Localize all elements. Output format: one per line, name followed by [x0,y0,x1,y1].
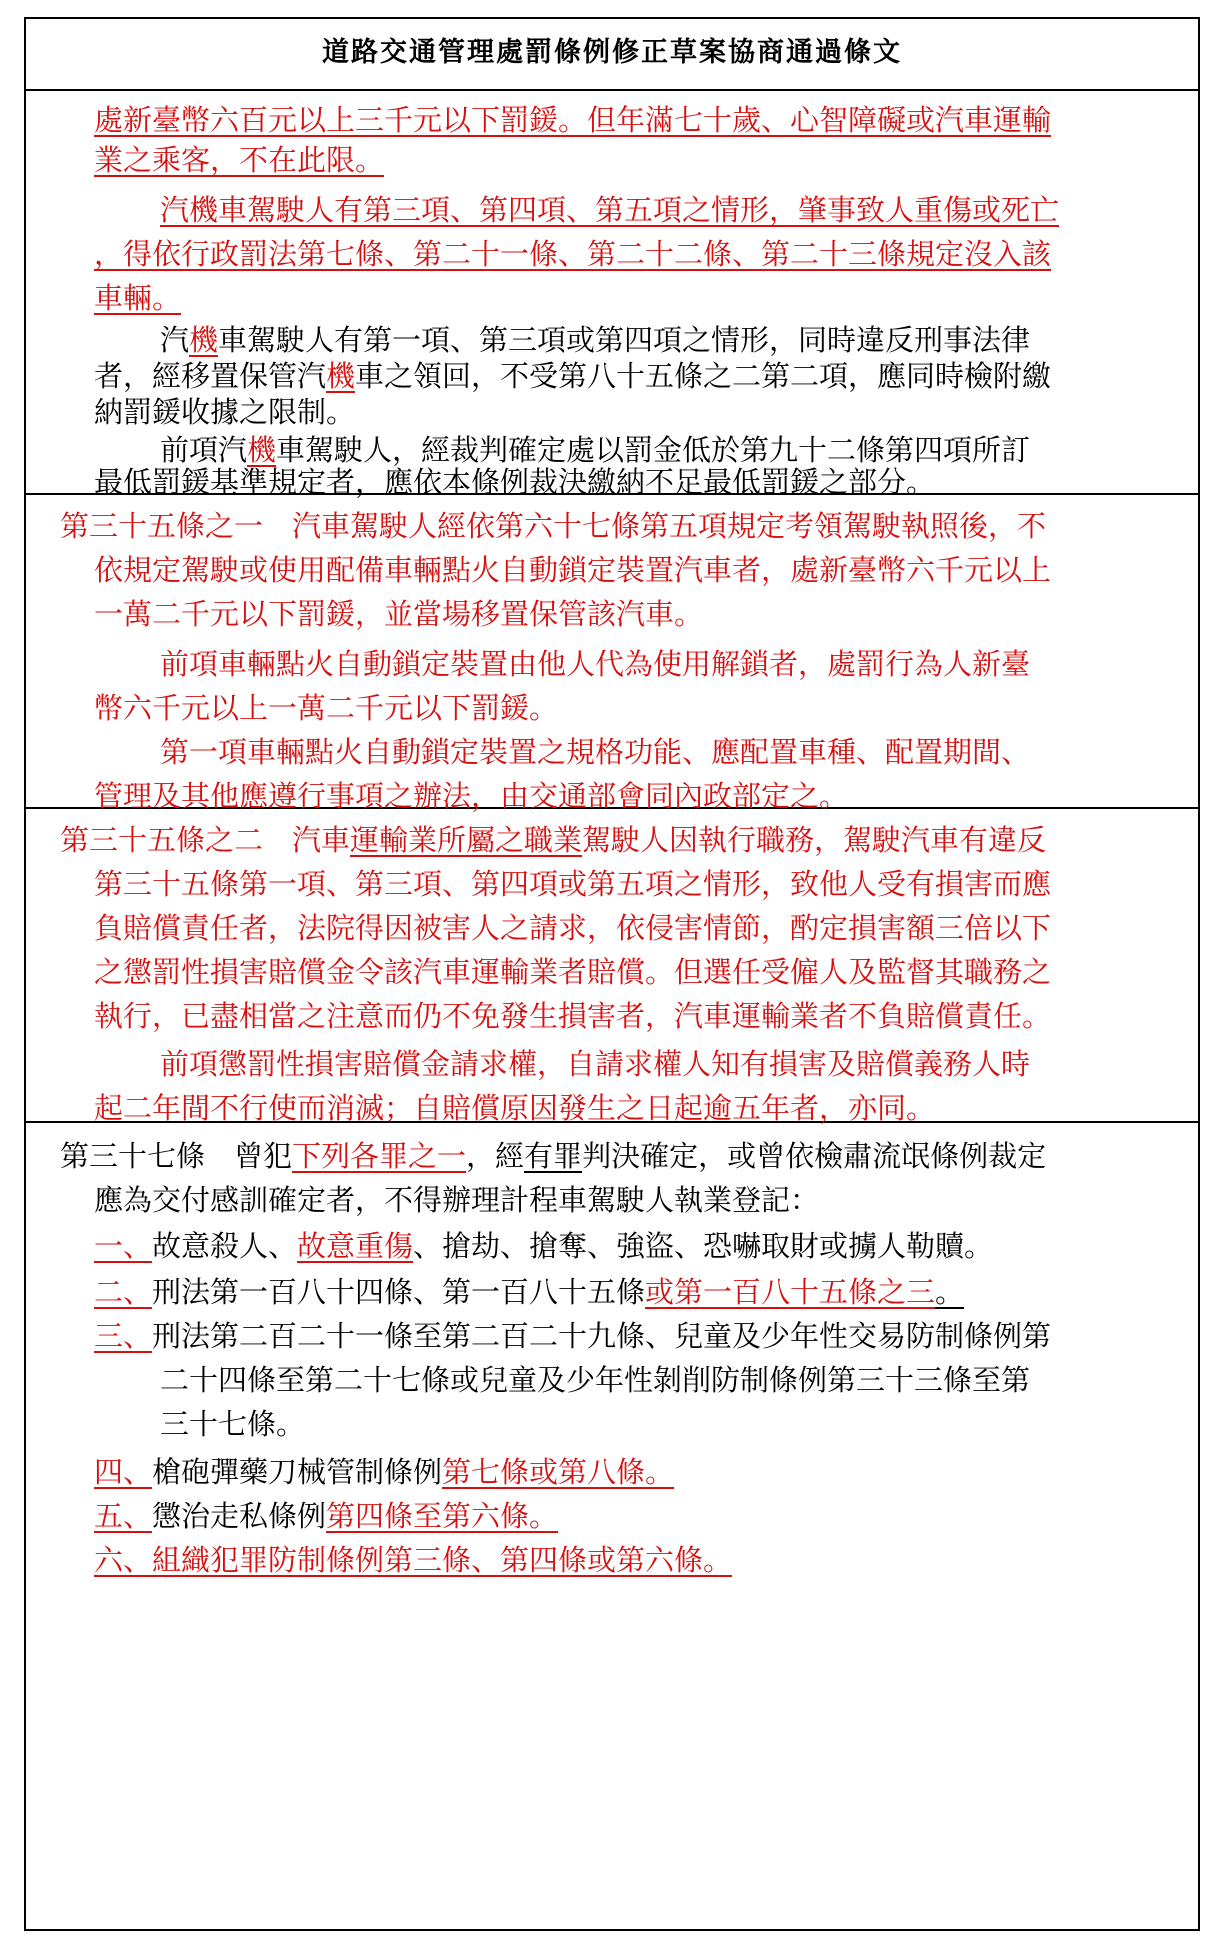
text-line: 納罰鍰收據之限制。 [94,395,356,429]
text-line: 前項車輛點火自動鎖定裝置由他人代為使用解鎖者，處罰行為人新臺 [160,647,1031,681]
list-item: 六、組織犯罪防制條例第三條、第四條或第六條。 [94,1543,733,1577]
list-item: 二、刑法第一百八十四條、第一百八十五條或第一百八十五條之三。 [94,1275,965,1309]
text-line: 前項汽機車駕駛人，經裁判確定處以罰金低於第九十二條第四項所訂 [160,433,1031,467]
text-line: 前項懲罰性損害賠償金請求權，自請求權人知有損害及賠償義務人時 [160,1047,1031,1081]
list-item: 一、故意殺人、故意重傷、搶劫、搶奪、強盜、恐嚇取財或擄人勒贖。 [94,1229,994,1263]
text-line: 者，經移置保管汽機車之領回，不受第八十五條之二第二項，應同時檢附繳 [94,359,1052,393]
text-line: 應為交付感訓確定者，不得辦理計程車駕駛人執業登記： [94,1183,820,1217]
list-item: 三、刑法第二百二十一條至第二百二十九條、兒童及少年性交易防制條例第 [94,1319,1052,1353]
text-line: 汽機車駕駛人有第一項、第三項或第四項之情形，同時違反刑事法律 [160,323,1031,357]
text-line: 最低罰鍰基準規定者，應依本條例裁決繳納不足最低罰鍰之部分。 [94,465,936,499]
section-article-35-continued [26,91,1198,499]
text-line: 三十七條。 [160,1407,306,1441]
text-line: 車輛。 [94,281,182,315]
section-article-35-1 [26,495,1198,813]
text-line: 幣六千元以上一萬二千元以下罰鍰。 [94,691,559,725]
text-line: 處新臺幣六百元以上三千元以下罰鍰。但年滿七十歲、心智障礙或汽車運輸 [94,103,1052,137]
text-line: 之懲罰性損害賠償金令該汽車運輸業者賠償。但選任受僱人及監督其職務之 [94,955,1052,989]
text-line: 起二年間不行使而消滅；自賠償原因發生之日起逾五年者，亦同。 [94,1091,936,1125]
page-title: 道路交通管理處罰條例修正草案協商通過條文 [26,19,1198,91]
text-line: 一萬二千元以下罰鍰，並當場移置保管該汽車。 [94,597,704,631]
text-line: 管理及其他應遵行事項之辦法，由交通部會同內政部定之。 [94,779,849,813]
text-line: 第三十五條之一 汽車駕駛人經依第六十七條第五項規定考領駕駛執照後，不 [60,509,1047,543]
document-table [24,17,1200,1931]
text-line: ，得依行政罰法第七條、第二十一條、第二十二條、第二十三條規定沒入該 [94,237,1052,271]
list-item: 四、槍砲彈藥刀械管制條例第七條或第八條。 [94,1455,675,1489]
text-line: 業之乘客，不在此限。 [94,143,385,177]
text-line: 負賠償責任者，法院得因被害人之請求，依侵害情節，酌定損害額三倍以下 [94,911,1052,945]
text-line: 依規定駕駛或使用配備車輛點火自動鎖定裝置汽車者，處新臺幣六千元以上 [94,553,1052,587]
text-line: 第一項車輛點火自動鎖定裝置之規格功能、應配置車種、配置期間、 [160,735,1031,769]
text-line: 執行，已盡相當之注意而仍不免發生損害者，汽車運輸業者不負賠償責任。 [94,999,1052,1033]
text-line: 第三十五條之二 汽車運輸業所屬之職業駕駛人因執行職務，駕駛汽車有違反 [60,823,1047,857]
text-line: 二十四條至第二十七條或兒童及少年性剝削防制條例第三十三條至第 [160,1363,1031,1397]
text-line: 第三十五條第一項、第三項、第四項或第五項之情形，致他人受有損害而應 [94,867,1052,901]
section-article-37 [26,1123,1198,1933]
list-item: 五、懲治走私條例第四條至第六條。 [94,1499,559,1533]
text-line: 汽機車駕駛人有第三項、第四項、第五項之情形，肇事致人重傷或死亡 [160,193,1060,227]
section-article-35-2 [26,809,1198,1123]
text-line: 第三十七條 曾犯下列各罪之一，經有罪判決確定，或曾依檢肅流氓條例裁定 [60,1139,1047,1173]
